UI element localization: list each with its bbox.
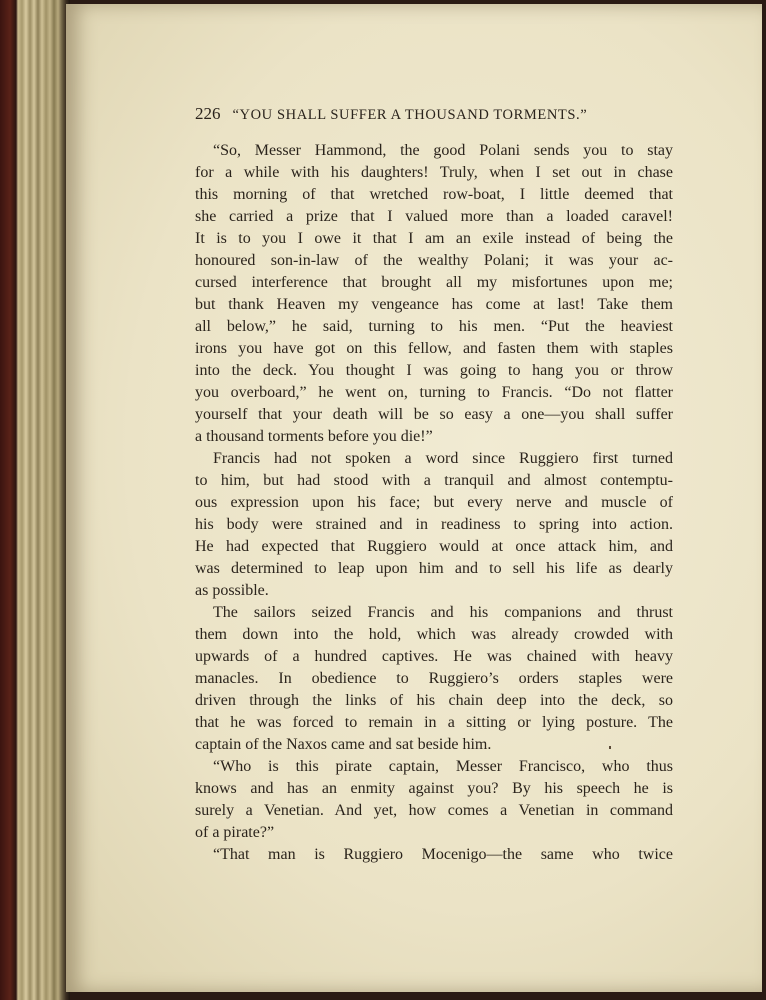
text-line: cursed interference that brought all my misfortunes upon me; [195, 274, 673, 291]
text-line: all below,” he said, turning to his men. “Put the heaviest [195, 318, 673, 335]
text-line: his body were strained and in readiness to spring into action. [195, 516, 673, 533]
text-line: of a pirate?” [195, 824, 275, 841]
text-line: upwards of a hundred captives. He was chained with heavy [195, 648, 673, 665]
text-line: Francis had not spoken a word since Ruggiero first turned [213, 450, 673, 467]
text-line: ous expression upon his face; but every nerve and muscle of [195, 494, 673, 511]
text-line: manacles. In obedience to Ruggiero’s orders staples were [195, 670, 673, 687]
text-line: irons you have got on this fellow, and fasten them with staples [195, 340, 673, 357]
text-line: “So, Messer Hammond, the good Polani sends you to stay [213, 142, 673, 159]
book-binding [0, 0, 70, 1000]
text-line: honoured son-in-law of the wealthy Polani; it was your ac- [195, 252, 673, 269]
text-line: surely a Venetian. And yet, how comes a Venetian in command [195, 802, 673, 819]
text-line: knows and has an enmity against you? By his speech he is [195, 780, 673, 797]
text-line: He had expected that Ruggiero would at once attack him, and [195, 538, 673, 555]
text-line: “That man is Ruggiero Mocenigo—the same who twice [213, 846, 673, 863]
body-text [195, 140, 673, 866]
text-line: as possible. [195, 582, 269, 599]
text-line: for a while with his daughters! Truly, when I set out in chase [195, 164, 673, 181]
text-line: them down into the hold, which was already crowded with [195, 626, 673, 643]
text-line: to him, but had stood with a tranquil and almost contemptu- [195, 472, 673, 489]
text-line: this morning of that wretched row-boat, I little deemed that [195, 186, 673, 203]
text-line: you overboard,” he went on, turning to Francis. “Do not flatter [195, 384, 673, 401]
text-line: It is to you I owe it that I am an exile instead of being the [195, 230, 673, 247]
text-line: “Who is this pirate captain, Messer Francisco, who thus [213, 758, 673, 775]
page-number: 226 [195, 104, 221, 123]
text-line: was determined to leap upon him and to sell his life as dearly [195, 560, 673, 577]
text-line: that he was forced to remain in a sitting or lying posture. The [195, 714, 673, 731]
text-line: she carried a prize that I valued more than a loaded caravel! [195, 208, 673, 225]
text-line: The sailors seized Francis and his companions and thrust [213, 604, 673, 621]
text-line: captain of the Naxos came and sat beside him. [195, 736, 492, 753]
text-line: driven through the links of his chain deep into the deck, so [195, 692, 673, 709]
text-line: but thank Heaven my vengeance has come at last! Take them [195, 296, 673, 313]
running-header [195, 104, 587, 124]
text-line: into the deck. You thought I was going to hang you or throw [195, 362, 673, 379]
text-line: a thousand torments before you die!” [195, 428, 433, 445]
running-title: “YOU SHALL SUFFER A THOUSAND TORMENTS.” [232, 107, 588, 123]
text-line: yourself that your death will be so easy a one—you shall suffer [195, 406, 673, 423]
ink-speck [609, 746, 611, 749]
